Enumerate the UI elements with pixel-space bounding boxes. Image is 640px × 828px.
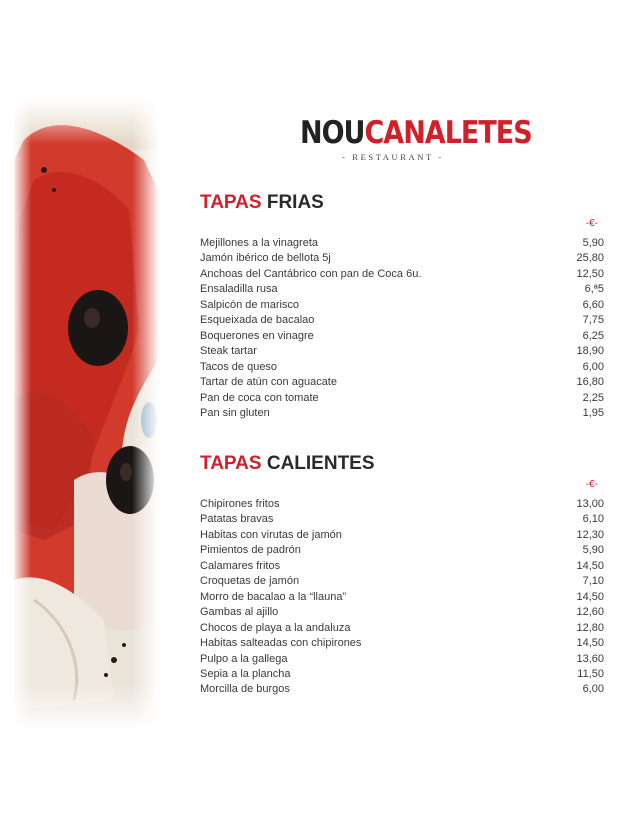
menu-item bbox=[200, 497, 604, 512]
item-price: 6,60 bbox=[582, 298, 604, 311]
item-price: 5,90 bbox=[582, 544, 604, 557]
item-price: 6,00 bbox=[582, 360, 604, 373]
menu-item bbox=[200, 375, 604, 390]
item-name: Jamón ibérico de bellota 5j bbox=[200, 252, 331, 265]
item-name: Pimientos de padrón bbox=[200, 544, 301, 557]
menu-item bbox=[200, 329, 604, 344]
item-price: 6,25 bbox=[582, 329, 604, 342]
item-name: Mejillones a la vinagreta bbox=[200, 237, 319, 249]
item-price: 7,75 bbox=[582, 314, 604, 327]
item-name: Tartar de atún con aguacate bbox=[200, 376, 337, 389]
item-price: 6,ª5 bbox=[584, 283, 604, 296]
menu-item bbox=[200, 574, 604, 589]
item-name: Calamares fritos bbox=[200, 559, 281, 572]
menu-list bbox=[200, 236, 604, 421]
item-price: 13,00 bbox=[576, 498, 604, 510]
item-price: 12,30 bbox=[576, 528, 604, 541]
section-title-accent: TAPAS bbox=[200, 192, 262, 213]
section-tapas-calientes bbox=[200, 453, 604, 698]
logo-name-part2: CANALETES bbox=[364, 115, 532, 152]
menu-item bbox=[200, 667, 604, 682]
item-name: Tacos de queso bbox=[200, 360, 278, 373]
menu-item bbox=[200, 406, 604, 421]
section-title-rest: CALIENTES bbox=[266, 453, 375, 474]
item-price: 16,80 bbox=[576, 376, 604, 389]
section-tapas-frias bbox=[200, 192, 604, 421]
menu-item bbox=[200, 652, 604, 667]
item-name: Morcilla de burgos bbox=[200, 683, 290, 696]
section-title bbox=[200, 453, 604, 475]
item-name: Croquetas de jamón bbox=[200, 575, 300, 588]
item-name: Morro de bacalao a la “llauna” bbox=[200, 590, 347, 603]
menu-item bbox=[200, 590, 604, 605]
item-name: Chocos de playa a la andaluza bbox=[200, 621, 351, 634]
item-name: Sepia a la plancha bbox=[200, 667, 291, 680]
menu-item bbox=[200, 528, 604, 543]
item-price: 11,50 bbox=[577, 667, 604, 680]
menu-item bbox=[200, 512, 604, 527]
logo-wordmark bbox=[300, 116, 532, 153]
menu-item bbox=[200, 236, 604, 251]
menu-item bbox=[200, 360, 604, 375]
item-price: 7,10 bbox=[582, 575, 604, 588]
item-name: Patatas bravas bbox=[200, 513, 274, 526]
item-name: Pan sin gluten bbox=[200, 406, 270, 419]
item-price: 13,60 bbox=[576, 652, 604, 665]
item-name: Pan de coca con tomate bbox=[200, 391, 319, 404]
menu-item bbox=[200, 282, 604, 297]
menu-item bbox=[200, 391, 604, 406]
item-name: Habitas con virutas de jamón bbox=[200, 528, 342, 541]
logo-name-part1: NOU bbox=[300, 115, 365, 152]
item-price: 12,80 bbox=[576, 621, 604, 634]
item-name: Gambas al ajillo bbox=[200, 606, 279, 619]
item-name: Salpicón de marisco bbox=[200, 298, 300, 311]
section-title-rest: FRIAS bbox=[266, 192, 324, 213]
item-name: Chipirones fritos bbox=[200, 498, 280, 510]
item-price: 6,10 bbox=[582, 513, 604, 526]
menu-item bbox=[200, 298, 604, 313]
item-name: Anchoas del Cantábrico con pan de Coca 6u. bbox=[200, 267, 422, 280]
item-price: 12,60 bbox=[576, 606, 604, 619]
menu-item bbox=[200, 543, 604, 558]
menu-item bbox=[200, 605, 604, 620]
section-title-accent: TAPAS bbox=[200, 453, 262, 474]
menu-item bbox=[200, 313, 604, 328]
item-name: Esqueixada de bacalao bbox=[200, 314, 315, 327]
restaurant-logo bbox=[300, 115, 532, 162]
menu-item bbox=[200, 621, 604, 636]
menu-list bbox=[200, 497, 604, 698]
menu-item bbox=[200, 344, 604, 359]
menu-item bbox=[200, 559, 604, 574]
item-price: 18,90 bbox=[576, 345, 604, 358]
item-price: 2,25 bbox=[582, 391, 604, 404]
item-price: 6,00 bbox=[582, 683, 604, 696]
item-price: 1,95 bbox=[582, 406, 604, 419]
item-price: 5,90 bbox=[582, 237, 604, 249]
item-name: Steak tartar bbox=[200, 345, 257, 358]
item-name: Ensaladilla rusa bbox=[200, 283, 278, 296]
item-price: 12,50 bbox=[576, 267, 604, 280]
item-name: Boquerones en vinagre bbox=[200, 329, 314, 342]
logo-subtitle: - RESTAURANT - bbox=[342, 152, 444, 162]
item-price: 14,50 bbox=[576, 559, 604, 572]
item-name: Pulpo a la gallega bbox=[200, 652, 288, 665]
currency-label: -€- bbox=[585, 479, 598, 490]
menu-item bbox=[200, 636, 604, 651]
item-price: 25,80 bbox=[576, 252, 604, 265]
currency-label: -€- bbox=[585, 218, 598, 229]
item-price: 14,50 bbox=[576, 590, 604, 603]
menu-item bbox=[200, 251, 604, 266]
food-photo bbox=[14, 100, 158, 728]
section-title bbox=[200, 192, 604, 214]
menu-item bbox=[200, 267, 604, 282]
item-name: Habitas salteadas con chipirones bbox=[200, 637, 362, 650]
menu-item bbox=[200, 682, 604, 697]
item-price: 14,50 bbox=[576, 637, 604, 650]
